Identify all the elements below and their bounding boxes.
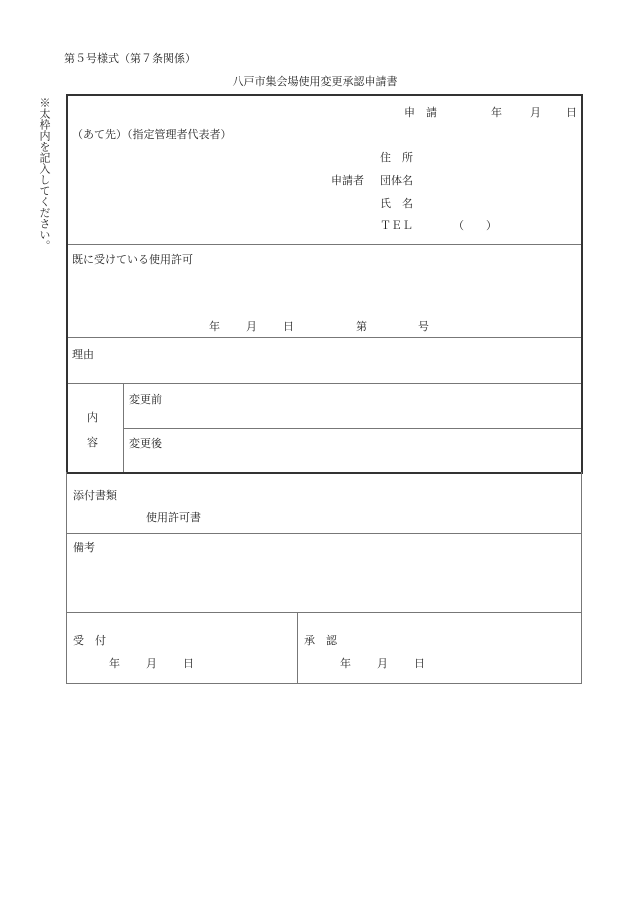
permit-day: 日 xyxy=(283,320,294,333)
divider-attachments xyxy=(67,533,581,534)
reason-label: 理由 xyxy=(72,348,94,361)
divider-reason xyxy=(68,383,581,384)
address-label: 住 所 xyxy=(380,151,413,164)
side-note: ※太枠内を記入してください。 xyxy=(38,97,51,251)
name-label: 氏 名 xyxy=(380,197,413,210)
permit-year: 年 xyxy=(209,320,220,333)
form-number: 第５号様式（第７条関係） xyxy=(64,52,196,65)
application-month: 月 xyxy=(530,106,541,119)
remarks-label: 備考 xyxy=(73,541,95,554)
application-day: 日 xyxy=(566,106,577,119)
receipt-year: 年 xyxy=(109,657,120,670)
approval-month: 月 xyxy=(377,657,388,670)
approval-year: 年 xyxy=(340,657,351,670)
addressee: （あて先）（指定管理者代表者） xyxy=(72,128,232,141)
divider-application xyxy=(68,244,581,245)
divider-permit xyxy=(68,337,581,338)
approval-label: 承 認 xyxy=(304,634,337,647)
divider-receipt-approval xyxy=(297,612,298,683)
receipt-day: 日 xyxy=(183,657,194,670)
group-label: 団体名 xyxy=(380,174,413,187)
tel-parens: （ ） xyxy=(453,219,497,232)
permit-dai: 第 xyxy=(356,320,367,333)
before-change-label: 変更前 xyxy=(129,393,162,406)
content-label-2: 容 xyxy=(87,436,98,449)
receipt-month: 月 xyxy=(146,657,157,670)
permit-month: 月 xyxy=(246,320,257,333)
application-date-label: 申 請 xyxy=(404,106,437,119)
applicant-label: 申請者 xyxy=(331,174,364,187)
office-use-frame xyxy=(66,472,582,684)
receipt-label: 受 付 xyxy=(73,634,106,647)
attachments-label: 添付書類 xyxy=(73,489,117,502)
main-form-frame xyxy=(66,94,583,474)
existing-permit-label: 既に受けている使用許可 xyxy=(72,253,193,266)
approval-day: 日 xyxy=(414,657,425,670)
application-year: 年 xyxy=(491,106,502,119)
after-change-label: 変更後 xyxy=(129,437,162,450)
tel-label: ＴＥＬ xyxy=(380,219,413,232)
divider-content-label xyxy=(123,383,124,472)
permit-go: 号 xyxy=(418,320,429,333)
form-title: 八戸市集会場使用変更承認申請書 xyxy=(232,75,398,88)
divider-remarks xyxy=(67,612,581,613)
divider-content xyxy=(123,428,581,429)
attachment-item: 使用許可書 xyxy=(146,511,201,524)
content-label-1: 内 xyxy=(87,411,98,424)
